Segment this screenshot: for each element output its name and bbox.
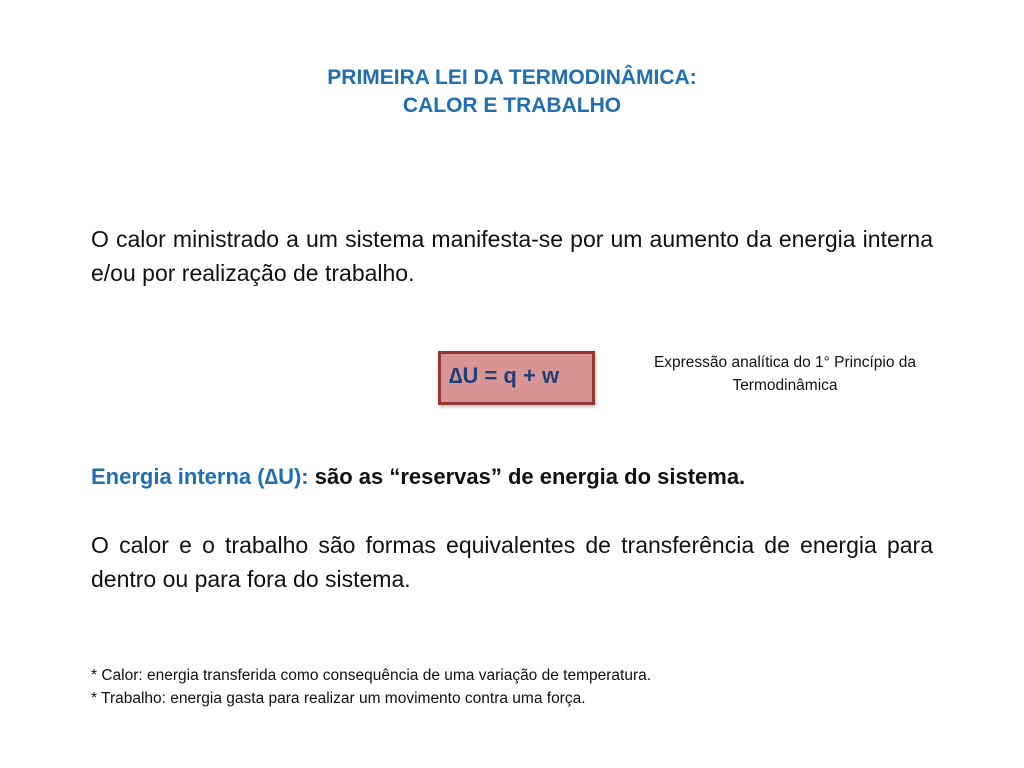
formula-body: U = q + w — [462, 363, 560, 388]
slide-title — [0, 64, 1024, 120]
intro-paragraph: O calor ministrado a um sistema manifesta-se por um aumento da energia interna e/ou por realização de trabalho. — [91, 226, 933, 286]
footnote-heat: * Calor: energia transferida como consequência de uma variação de temperatura. — [91, 667, 652, 684]
delta-symbol: ∆ — [449, 363, 463, 388]
slide-title-line-1: PRIMEIRA LEI DA TERMODINÂMICA: — [327, 66, 697, 89]
formula-expression — [449, 363, 559, 389]
energy-definition — [91, 462, 971, 492]
slide-title-line-2: CALOR E TRABALHO — [402, 94, 622, 117]
footnotes — [91, 664, 971, 710]
formula-caption: Expressão analítica do 1° Princípio da Termodinâmica — [653, 354, 917, 394]
energy-label-prefix: Energia interna ( — [91, 464, 265, 489]
equivalence-paragraph: O calor e o trabalho são formas equivalentes de transferência de energia para dentro ou para fora do sistema. — [91, 532, 933, 592]
energy-label-delta: ∆ — [264, 464, 279, 489]
formula-box — [438, 351, 595, 405]
energy-label-suffix: U): — [278, 464, 309, 489]
footnote-work: * Trabalho: energia gasta para realizar um movimento contra uma força. — [91, 690, 586, 707]
energy-label — [91, 464, 309, 489]
energy-definition-text: são as “reservas” de energia do sistema. — [308, 464, 746, 489]
